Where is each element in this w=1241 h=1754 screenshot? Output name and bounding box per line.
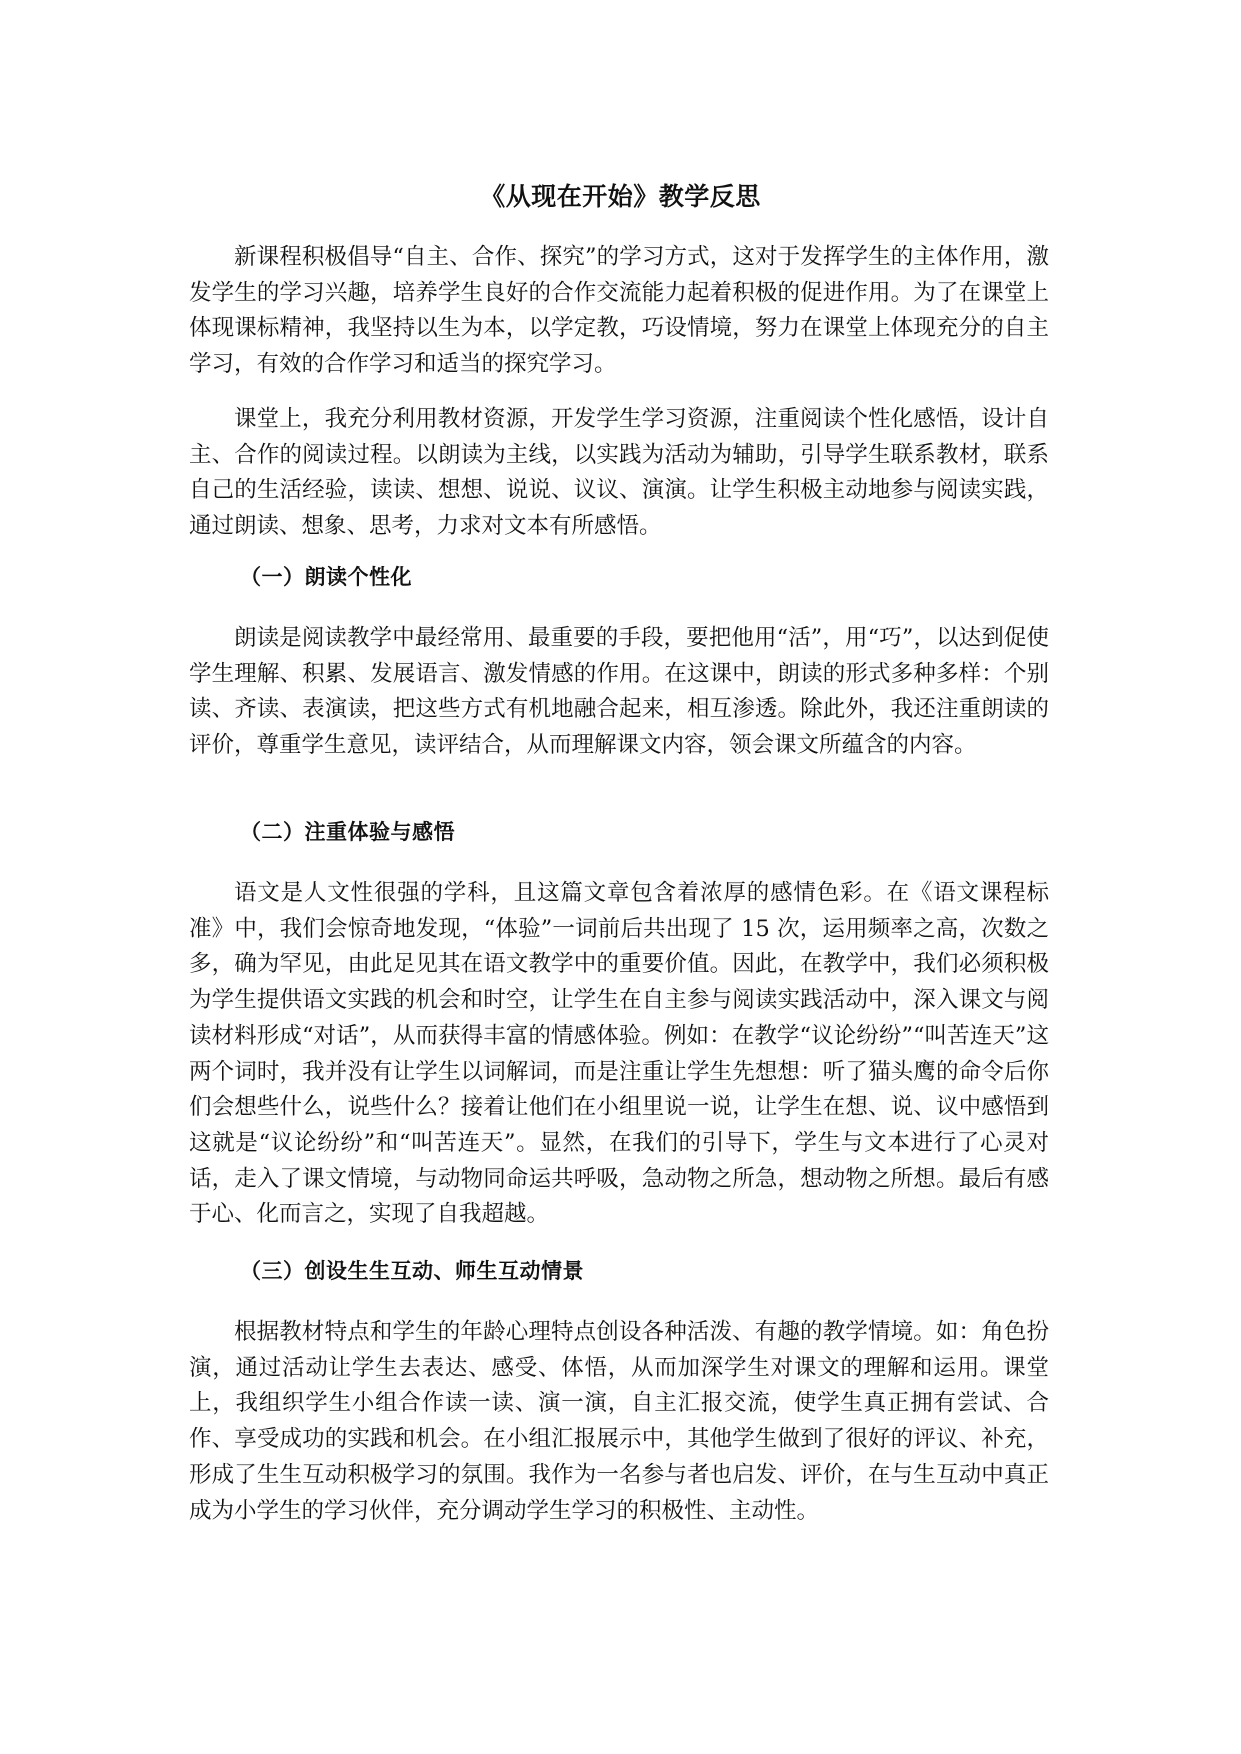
paragraph-intro: 新课程积极倡导“自主、合作、探究”的学习方式，这对于发挥学生的主体作用，激发学生的学习兴趣，培养学生良好的合作交流能力起着积极的促进作用。为了在课堂上体现课标精神，我坚持以生为本，以学定教，巧设情境，努力在课堂上体现充分的自主学习，有效的合作学习和适当的探究学习。 — [189, 244, 1049, 378]
section-heading-interaction: （三）创设生生互动、师生互动情景 — [240, 1259, 584, 1283]
paragraph-reading: 朗读是阅读教学中最经常用、最重要的手段，要把他用“活”，用“巧”，以达到促使学生理解、积累、发展语言、激发情感的作用。在这课中，朗读的形式多种多样：个别读、齐读、表演读，把这些方式有机地融合起来，相互渗透。除此外，我还注重朗读的评价，尊重学生意见，读评结合，从而理解课文内容，领会课文所蕴含的内容。 — [189, 625, 1049, 759]
paragraph-interaction: 根据教材特点和学生的年龄心理特点创设各种活泼、有趣的教学情境。如：角色扮演，通过活动让学生去表达、感受、体悟，从而加深学生对课文的理解和运用。课堂上，我组织学生小组合作读一读、演一演，自主汇报交流，使学生真正拥有尝试、合作、享受成功的实践和机会。在小组汇报展示中，其他学生做到了很好的评议、补充，形成了生生互动积极学习的氛围。我作为一名参与者也启发、评价，在与生互动中真正成为小学生的学习伙伴，充分调动学生学习的积极性、主动性。 — [189, 1319, 1049, 1524]
paragraph-experience: 语文是人文性很强的学科，且这篇文章包含着浓厚的感情色彩。在《语文课程标准》中，我们会惊奇地发现，“体验”一词前后共出现了 15 次，运用频率之高，次数之多，确为罕见，由此足见其在语文教学中的重要价值。因此，在教学中，我们必须积极为学生提供语文实践的机会和时空，让学生在自主参与阅读实践活动中，深入课文与阅读材料形成“对话”，从而获得丰富的情感体验。例如：在教学“议论纷纷”“叫苦连天”这两个词时，我并没有让学生以词解词，而是注重让学生先想想：听了猫头鹰的命令后你们会想些什么，说些什么？接着让他们在小组里说一说，让学生在想、说、议中感悟到这就是“议论纷纷”和“叫苦连天”。显然，在我们的引导下，学生与文本进行了心灵对话，走入了课文情境，与动物同命运共呼吸，急动物之所急，想动物之所想。最后有感于心、化而言之，实现了自我超越。 — [189, 880, 1049, 1228]
paragraph-classroom: 课堂上，我充分利用教材资源，开发学生学习资源，注重阅读个性化感悟，设计自主、合作的阅读过程。以朗读为主线，以实践为活动为辅助，引导学生联系教材，联系自己的生活经验，读读、想想、说说、议议、演演。让学生积极主动地参与阅读实践，通过朗读、想象、思考，力求对文本有所感悟。 — [189, 406, 1049, 540]
document-title: 《从现在开始》教学反思 — [480, 182, 761, 211]
section-heading-reading: （一）朗读个性化 — [240, 565, 412, 589]
section-heading-experience: （二）注重体验与感悟 — [240, 820, 455, 844]
